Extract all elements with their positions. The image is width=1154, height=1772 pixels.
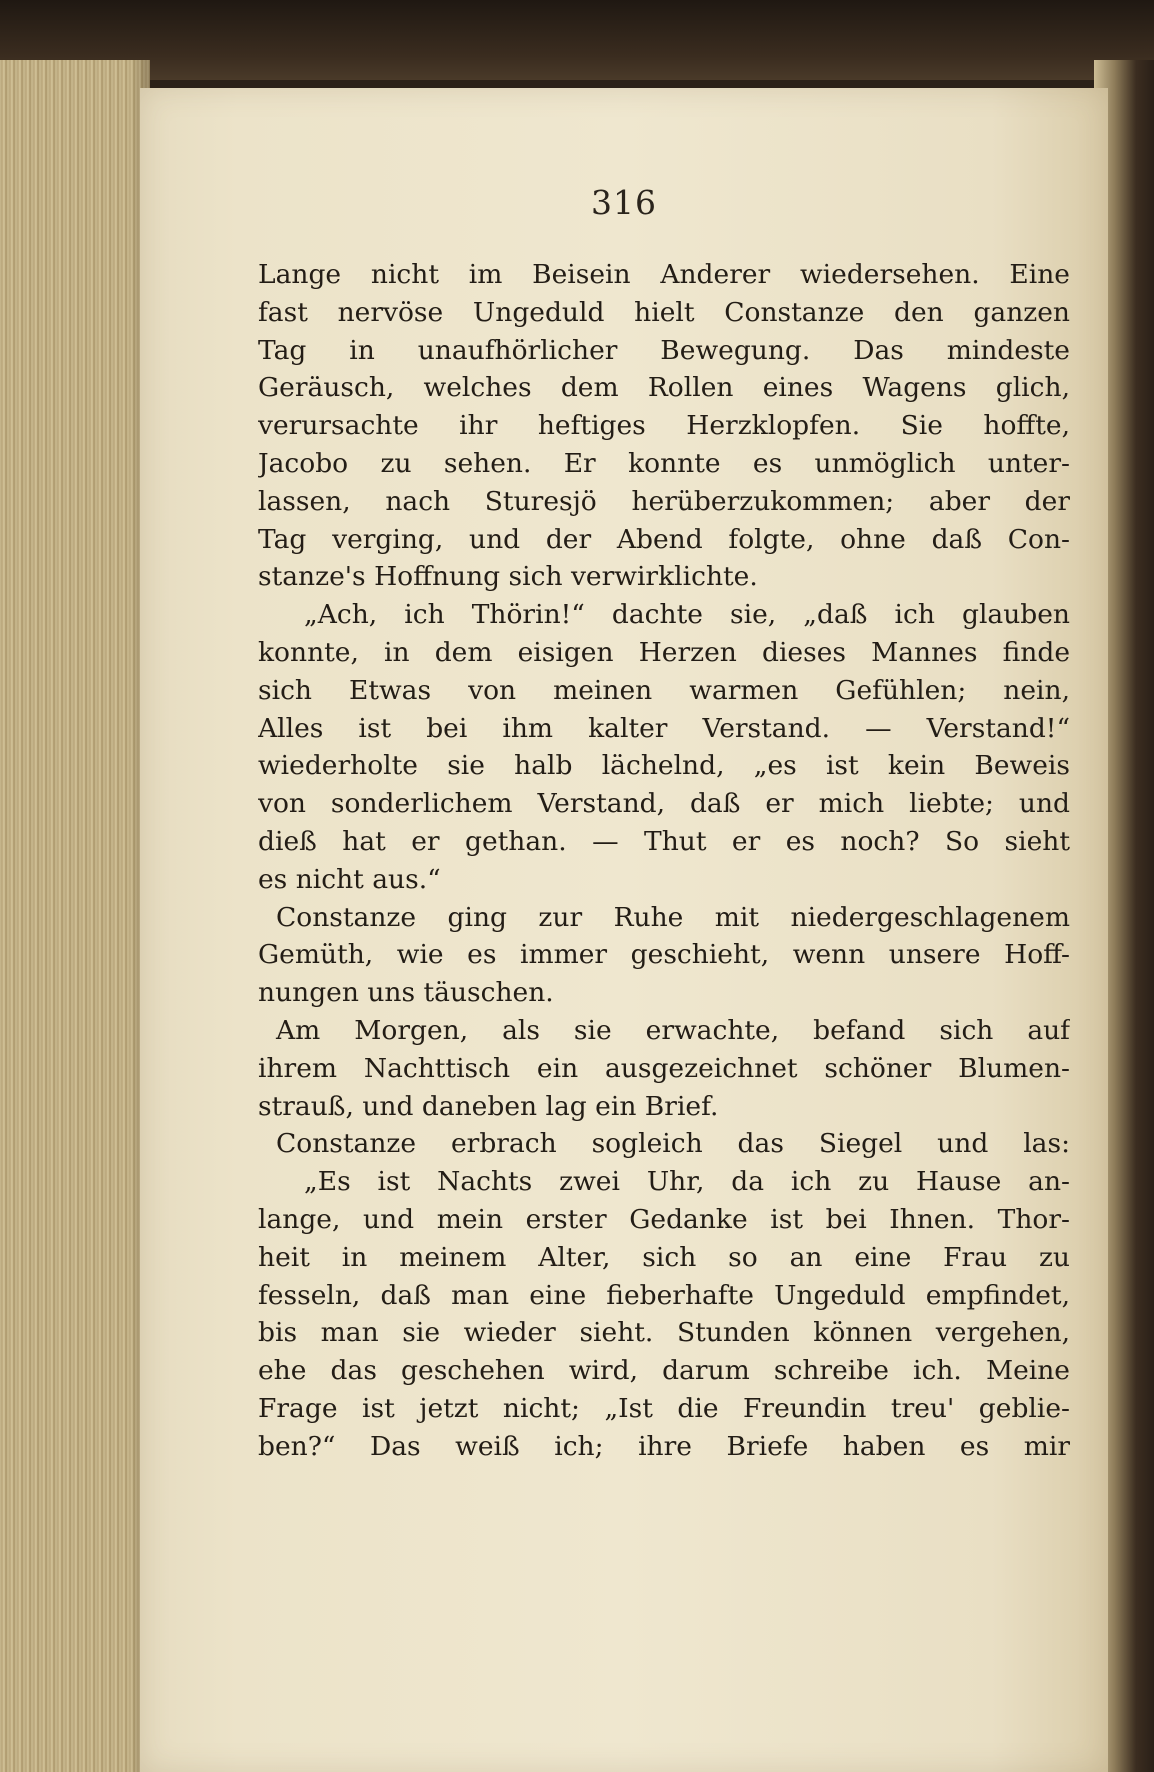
text-line: „Es ist Nachts zwei Uhr, da ich zu Hause an-: [304, 1166, 1070, 1198]
text-line: Lange nicht im Beisein Anderer wiedersehen. Eine: [258, 259, 1070, 290]
page-stack-edge: [0, 60, 150, 1772]
text-line: es nicht aus.“: [258, 863, 441, 895]
text-line: „Ach, ich Thörin!“ dachte sie, „daß ich glauben: [304, 599, 1070, 631]
text-line: Alles ist bei ihm kalter Verstand. — Verstand!“: [258, 712, 1070, 744]
text-line: dieß hat er gethan. — Thut er es noch? So sieht: [258, 825, 1070, 857]
text-line: wiederholte sie halb lächelnd, „es ist kein Beweis: [258, 750, 1070, 782]
text-line: sich Etwas von meinen warmen Gefühlen; nein,: [258, 674, 1070, 706]
text-line: bis man sie wieder sieht. Stunden können vergehen,: [258, 1317, 1070, 1349]
text-line: fesseln, daß man eine fieberhafte Ungeduld empfindet,: [258, 1279, 1070, 1311]
text-line: ehe das geschehen wird, darum schreibe ich. Meine: [258, 1355, 1070, 1387]
text-line: nungen uns täuschen.: [258, 977, 554, 1009]
text-line: lassen, nach Sturesjö herüberzukommen; aber der: [258, 485, 1070, 517]
page-number: 316: [591, 183, 657, 222]
text-line: von sonderlichem Verstand, daß er mich liebte; und: [258, 788, 1070, 820]
text-line: Constanze ging zur Ruhe mit niedergeschlagenem: [276, 901, 1070, 933]
text-line: ihrem Nachttisch ein ausgezeichnet schöner Blumen-: [258, 1052, 1070, 1084]
text-line: ben?“ Das weiß ich; ihre Briefe haben es mir: [258, 1430, 1070, 1462]
text-line: konnte, in dem eisigen Herzen dieses Mannes finde: [258, 636, 1070, 668]
text-line: Frage ist jetzt nicht; „Ist die Freundin treu' geblie-: [258, 1392, 1070, 1424]
text-line: Tag in unaufhörlicher Bewegung. Das mindeste: [258, 334, 1070, 366]
text-line: Am Morgen, als sie erwachte, befand sich auf: [276, 1014, 1070, 1046]
text-line: verursachte ihr heftiges Herzklopfen. Sie hoffte,: [258, 410, 1070, 442]
text-line: Jacobo zu sehen. Er konnte es unmöglich unter-: [258, 447, 1070, 479]
text-line: fast nervöse Ungeduld hielt Constanze den ganzen: [258, 296, 1070, 328]
body-text: [258, 256, 1070, 1466]
book-top-edge: [0, 0, 1154, 80]
text-line: strauß, und daneben lag ein Brief.: [258, 1090, 719, 1122]
text-line: lange, und mein erster Gedanke ist bei Ihnen. Thor-: [258, 1203, 1070, 1235]
text-line: stanze's Hoffnung sich verwirklichte.: [258, 561, 758, 593]
text-line: Geräusch, welches dem Rollen eines Wagens glich,: [258, 372, 1070, 404]
text-line: Gemüth, wie es immer geschieht, wenn unsere Hoff-: [258, 939, 1070, 971]
text-line: Tag verging, und der Abend folgte, ohne daß Con-: [258, 523, 1070, 555]
text-line: Constanze erbrach sogleich das Siegel und las:: [276, 1128, 1070, 1160]
book-page: [140, 88, 1108, 1772]
text-line: heit in meinem Alter, sich so an eine Frau zu: [258, 1241, 1070, 1273]
